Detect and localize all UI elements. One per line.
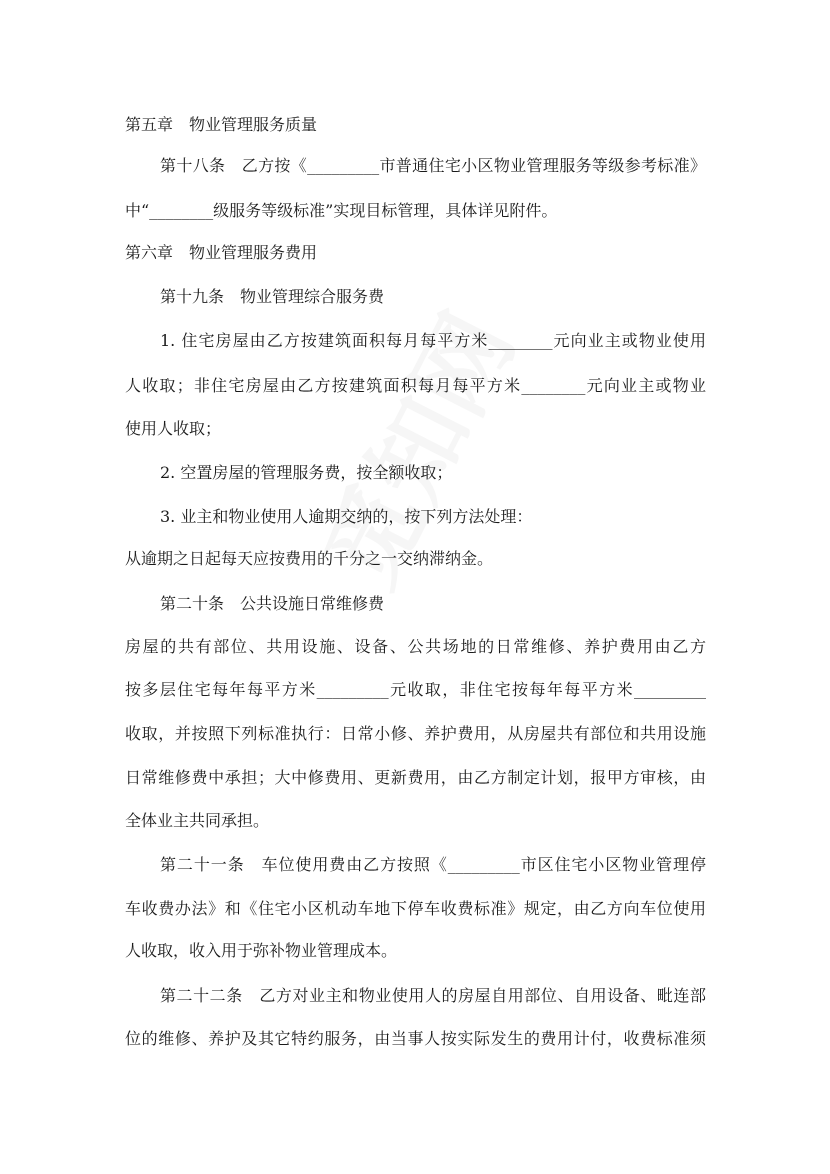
text-line: 房屋的共有部位、共用设施、设备、公共场地的日常维修、养护费用由乙方 bbox=[125, 637, 706, 656]
text-line: 第十八条 乙方按《_________市普通住宅小区物业管理服务等级参考标准》 bbox=[160, 156, 706, 175]
text-line: 全体业主共同承担。 bbox=[125, 811, 270, 830]
text-line: 收取，并按照下列标准执行：日常小修、养护费用，从房屋共有部位和共用设施 bbox=[125, 724, 706, 743]
text-line: 第二十二条 乙方对业主和物业使用人的房屋自用部位、自用设备、毗连部 bbox=[160, 986, 706, 1005]
text-line: 3. 业主和物业使用人逾期交纳的，按下列方法处理： bbox=[160, 507, 533, 526]
text-line: 位的维修、养护及其它特约服务，由当事人按实际发生的费用计付，收费标准须 bbox=[125, 1029, 706, 1048]
text-line: 从逾期之日起每天应按费用的千分之一交纳滞纳金。 bbox=[125, 549, 494, 568]
text-line: 车收费办法》和《住宅小区机动车地下停车收费标准》规定，由乙方向车位使用 bbox=[125, 899, 706, 918]
text-line: 按多层住宅每年每平方米_________元收取，非住宅按每年每平方米_________ bbox=[125, 680, 706, 699]
text-line: 1. 住宅房屋由乙方按建筑面积每月每平方米________元向业主或物业使用 bbox=[160, 331, 706, 350]
text-line: 第二十条 公共设施日常维修费 bbox=[160, 594, 385, 613]
text-line: 人收取；非住宅房屋由乙方按建筑面积每月每平方米________元向业主或物业 bbox=[125, 376, 706, 395]
text-line: 日常维修费中承担；大中修费用、更新费用，由乙方制定计划，报甲方审核，由 bbox=[125, 768, 706, 787]
text-line: 2. 空置房屋的管理服务费，按全额收取； bbox=[160, 463, 453, 482]
text-line: 第六章 物业管理服务费用 bbox=[125, 243, 318, 262]
text-line: 使用人收取； bbox=[125, 419, 222, 438]
text-line: 人收取，收入用于弥补物业管理成本。 bbox=[125, 941, 398, 960]
text-line: 第十九条 物业管理综合服务费 bbox=[160, 287, 385, 306]
text-line: 中“________级服务等级标准”实现目标管理，具体详见附件。 bbox=[125, 201, 558, 220]
text-line: 第五章 物业管理服务质量 bbox=[125, 115, 318, 134]
text-line: 第二十一条 车位使用费由乙方按照《_________市区住宅小区物业管理停 bbox=[160, 855, 706, 874]
